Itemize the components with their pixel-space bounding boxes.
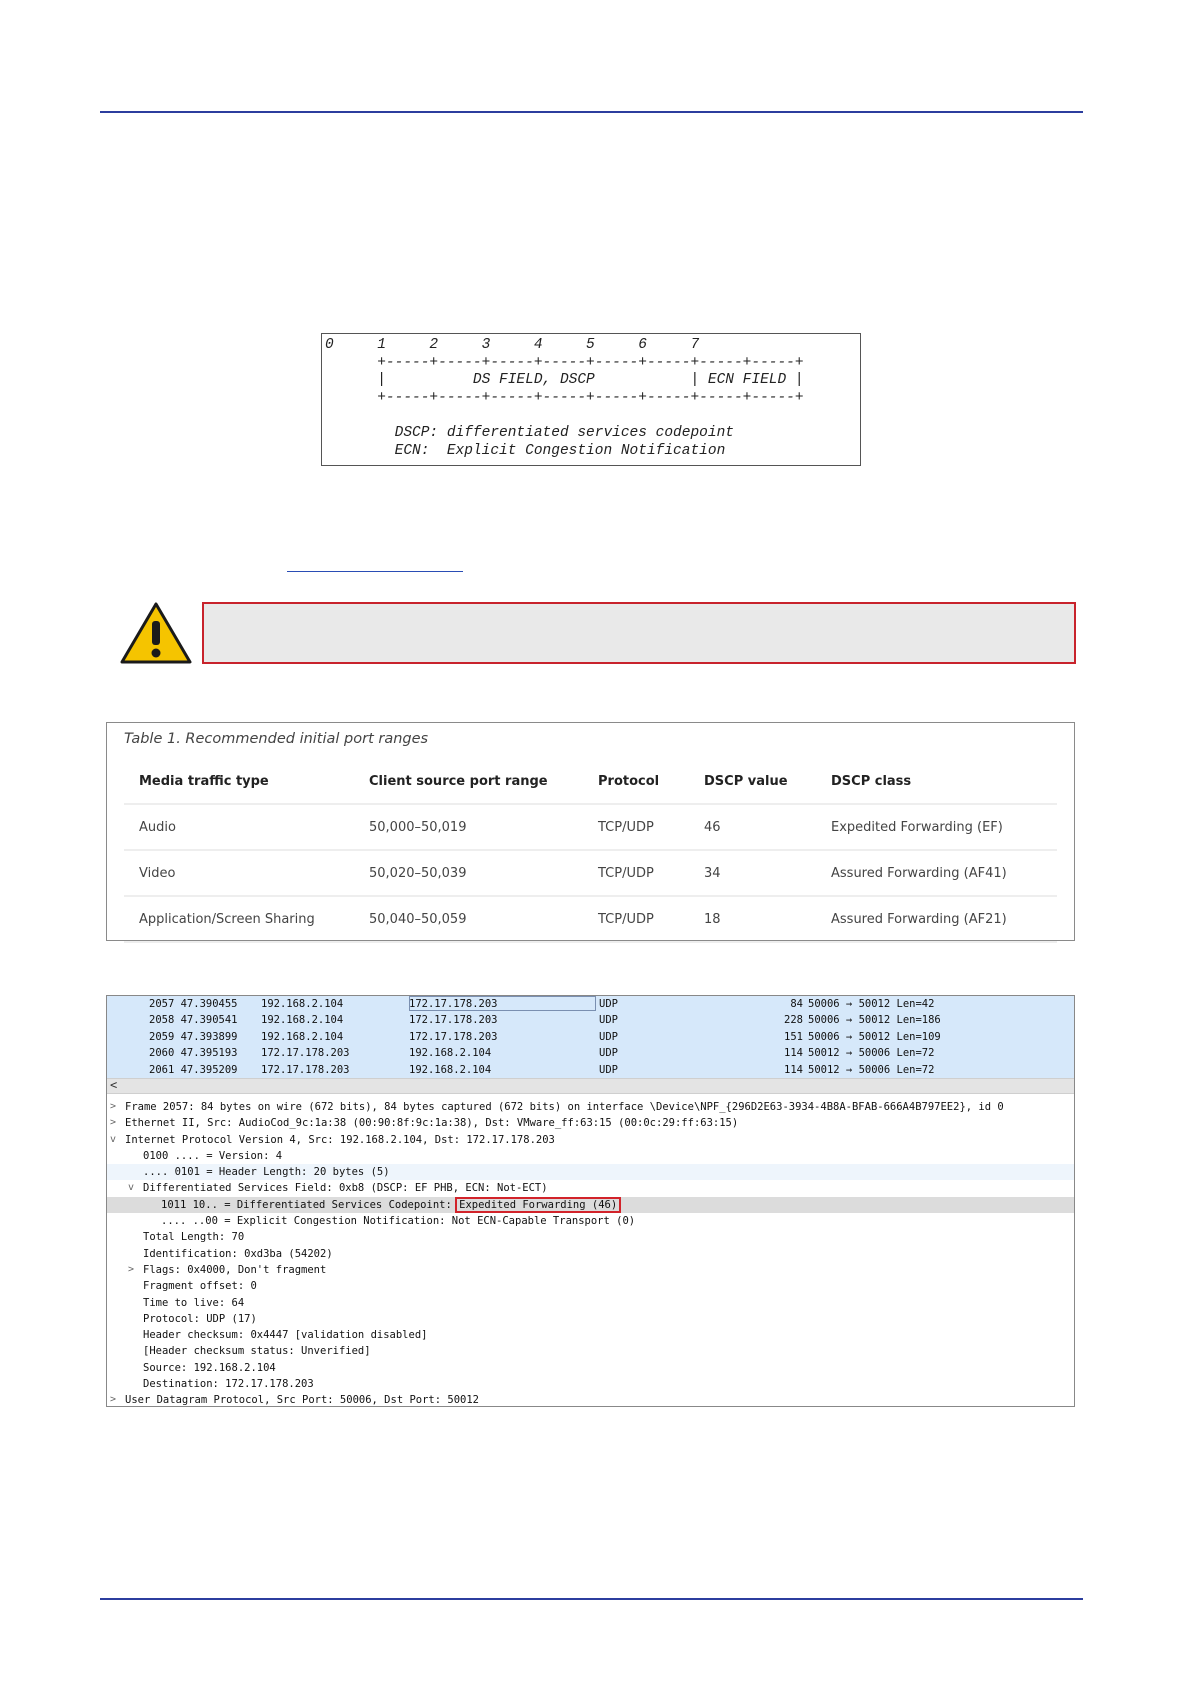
collapse-twisty-icon[interactable]: v <box>128 1182 135 1194</box>
col-header-dscp-value: DSCP value <box>689 759 816 804</box>
cell-port-range: 50,040–50,059 <box>354 896 583 942</box>
detail-row-udp[interactable]: > User Datagram Protocol, Src Port: 50006, Dst Port: 50012 <box>107 1392 1074 1407</box>
table-row <box>124 850 1057 896</box>
packet-destination: 172.17.178.203 <box>409 1014 498 1027</box>
detail-row-ipv4[interactable]: v Internet Protocol Version 4, Src: 192.168.2.104, Dst: 172.17.178.203 <box>107 1132 1074 1148</box>
cell-port-range: 50,020–50,039 <box>354 850 583 896</box>
packet-list[interactable] <box>107 996 1074 1078</box>
expand-twisty-icon[interactable]: > <box>128 1263 135 1275</box>
dscp-diagram-text: 0 1 2 3 4 5 6 7 +-----+-----+-----+-----+-----+-----+-----+-----+ | DS FIELD, DSCP | ECN FIELD | +-----+-----+-----+-----+-----+-----+-----+-----+ DSCP: differentiated services codepoint ECN: Explicit Congestion Notification <box>325 337 804 459</box>
cell-protocol: TCP/UDP <box>583 804 689 850</box>
packet-destination: 172.17.178.203 <box>409 998 498 1010</box>
detail-row-identification[interactable]: Identification: 0xd3ba (54202) <box>143 1247 333 1260</box>
packet-number-time: 2057 47.390455 <box>149 998 238 1010</box>
cell-media-type: Application/Screen Sharing <box>124 896 354 942</box>
detail-row-ds-field[interactable]: v Differentiated Services Field: 0xb8 (DSCP: EF PHB, ECN: Not-ECT) <box>107 1180 1074 1196</box>
col-header-protocol: Protocol <box>583 759 689 804</box>
cell-protocol: TCP/UDP <box>583 896 689 942</box>
dscp-field-diagram <box>321 333 861 466</box>
packet-source: 172.17.178.203 <box>261 1047 350 1060</box>
collapse-twisty-icon[interactable]: v <box>110 1133 117 1145</box>
packet-info: 50006 → 50012 Len=42 <box>808 998 935 1010</box>
cell-dscp-value: 18 <box>689 896 816 942</box>
expand-twisty-icon[interactable]: > <box>110 1394 117 1406</box>
port-ranges-table <box>124 759 1057 943</box>
detail-row-ttl[interactable]: Time to live: 64 <box>143 1296 245 1309</box>
cell-dscp-class: Assured Forwarding (AF21) <box>816 896 1057 942</box>
table-header-row <box>124 759 1057 804</box>
cell-dscp-value: 46 <box>689 804 816 850</box>
hyperlink-underline[interactable] <box>287 571 463 572</box>
detail-row-source[interactable]: Source: 192.168.2.104 <box>143 1361 276 1374</box>
cell-port-range: 50,000–50,019 <box>354 804 583 850</box>
table-caption: Table 1. Recommended initial port ranges <box>124 731 429 747</box>
detail-row-ethernet[interactable]: > Ethernet II, Src: AudioCod_9c:1a:38 (00:90:8f:9c:1a:38), Dst: VMware_ff:63:15 (00:0c:29:ff:63:15) <box>107 1115 1074 1131</box>
port-ranges-table-panel <box>106 722 1075 941</box>
dscp-highlight: Expedited Forwarding (46) <box>455 1197 621 1213</box>
cell-dscp-value: 34 <box>689 850 816 896</box>
col-header-port-range: Client source port range <box>354 759 583 804</box>
packet-protocol: UDP <box>599 1063 618 1076</box>
packet-protocol: UDP <box>599 1047 618 1060</box>
packet-number-time: 2061 47.395209 <box>149 1063 238 1076</box>
packet-length: 151 <box>784 1030 803 1043</box>
detail-row-ecn[interactable]: .... ..00 = Explicit Congestion Notification: Not ECN-Capable Transport (0) <box>161 1215 636 1228</box>
packet-length: 114 <box>784 1063 803 1076</box>
packet-destination: 192.168.2.104 <box>409 1047 492 1060</box>
detail-row-total-length[interactable]: Total Length: 70 <box>143 1231 245 1244</box>
packet-destination: 192.168.2.104 <box>409 1063 492 1076</box>
packet-source: 192.168.2.104 <box>261 998 344 1010</box>
detail-row-protocol[interactable]: Protocol: UDP (17) <box>143 1312 257 1325</box>
expand-twisty-icon[interactable]: > <box>110 1117 117 1129</box>
packet-source: 192.168.2.104 <box>261 1030 344 1043</box>
cell-media-type: Audio <box>124 804 354 850</box>
packet-row[interactable] <box>107 1045 1074 1061</box>
packet-length: 114 <box>784 1047 803 1060</box>
cell-dscp-class: Assured Forwarding (AF41) <box>816 850 1057 896</box>
packet-protocol: UDP <box>599 1030 618 1043</box>
cell-dscp-class: Expedited Forwarding (EF) <box>816 804 1057 850</box>
packet-number-time: 2060 47.395193 <box>149 1047 238 1060</box>
footer-rule <box>100 1598 1083 1600</box>
packet-source: 172.17.178.203 <box>261 1063 350 1076</box>
detail-row-checksum[interactable]: Header checksum: 0x4447 [validation disabled] <box>143 1329 428 1342</box>
horizontal-scrollbar[interactable] <box>107 1078 1074 1094</box>
col-header-dscp-class: DSCP class <box>816 759 1057 804</box>
packet-number-time: 2058 47.390541 <box>149 1014 238 1027</box>
col-header-media-type: Media traffic type <box>124 759 354 804</box>
warning-note-box <box>202 602 1076 664</box>
detail-row-fragment-offset[interactable]: Fragment offset: 0 <box>143 1280 257 1293</box>
packet-row[interactable] <box>107 1029 1074 1045</box>
detail-row-checksum-status[interactable]: [Header checksum status: Unverified] <box>143 1345 371 1358</box>
table-row <box>124 896 1057 942</box>
packet-info: 50012 → 50006 Len=72 <box>808 1047 935 1060</box>
detail-row-destination[interactable]: Destination: 172.17.178.203 <box>143 1378 314 1391</box>
packet-details-tree[interactable] <box>107 1099 1074 1407</box>
packet-protocol: UDP <box>599 998 618 1010</box>
packet-info: 50012 → 50006 Len=72 <box>808 1063 935 1076</box>
packet-row[interactable] <box>107 1012 1074 1028</box>
warning-icon <box>120 601 192 665</box>
packet-info: 50006 → 50012 Len=109 <box>808 1030 941 1043</box>
packet-length: 84 <box>790 998 803 1010</box>
packet-info: 50006 → 50012 Len=186 <box>808 1014 941 1027</box>
detail-row-header-length[interactable]: .... 0101 = Header Length: 20 bytes (5) <box>107 1164 1074 1180</box>
packet-source: 192.168.2.104 <box>261 1014 344 1027</box>
packet-row[interactable] <box>107 1062 1074 1078</box>
header-rule <box>100 111 1083 113</box>
detail-row-frame[interactable]: > Frame 2057: 84 bytes on wire (672 bits), 84 bytes captured (672 bits) on interface \Device\NPF_{296D2E63-3934-4B8A-BFAB-666A4B797EE2}, id 0 <box>107 1099 1074 1115</box>
packet-length: 228 <box>784 1014 803 1027</box>
cell-media-type: Video <box>124 850 354 896</box>
detail-row-dscp[interactable]: 1011 10.. = Differentiated Services Codepoint: Expedited Forwarding (46) <box>107 1197 1074 1213</box>
wireshark-capture <box>106 995 1075 1407</box>
packet-destination: 172.17.178.203 <box>409 1030 498 1043</box>
table-row <box>124 804 1057 850</box>
scroll-left-icon[interactable]: < <box>110 1078 118 1092</box>
detail-row-version[interactable]: 0100 .... = Version: 4 <box>143 1149 283 1162</box>
detail-row-flags[interactable]: > Flags: 0x4000, Don't fragment <box>107 1262 1074 1278</box>
cell-protocol: TCP/UDP <box>583 850 689 896</box>
expand-twisty-icon[interactable]: > <box>110 1101 117 1112</box>
packet-row[interactable] <box>107 996 1074 1012</box>
packet-protocol: UDP <box>599 1014 618 1027</box>
packet-number-time: 2059 47.393899 <box>149 1030 238 1043</box>
